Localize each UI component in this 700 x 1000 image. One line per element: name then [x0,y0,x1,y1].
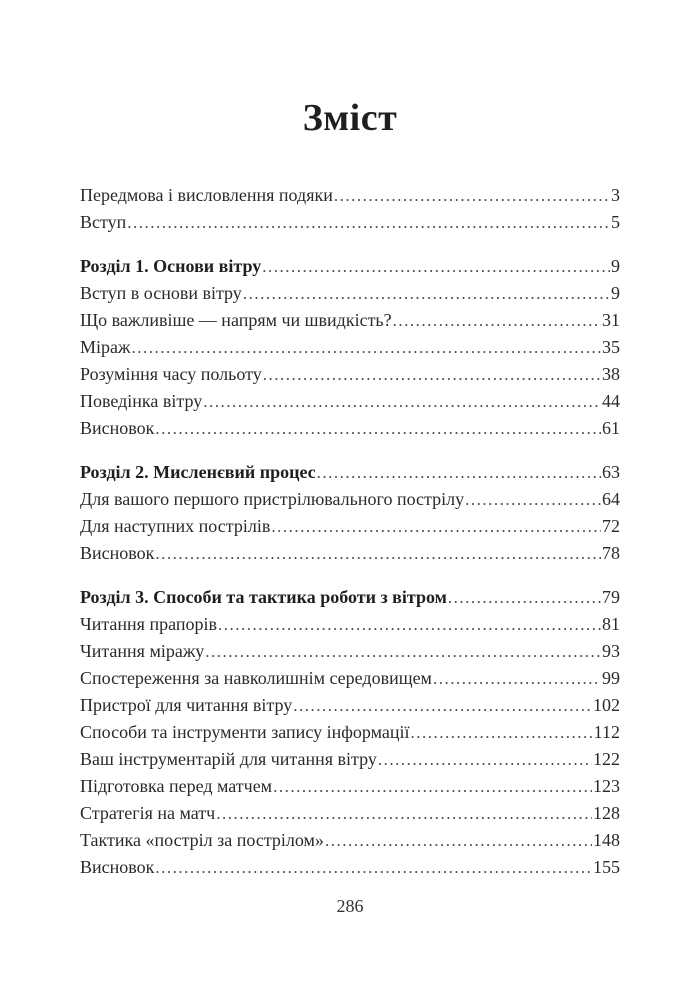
toc-entry-page: 44 [602,391,620,411]
toc-entry-page: 64 [602,489,620,509]
toc-row [80,280,620,307]
toc-row [80,361,620,388]
dot-leader [155,854,592,881]
toc-entry-page: 61 [602,418,620,438]
toc-entry-page: 102 [593,695,620,715]
toc-row [80,800,620,827]
toc-entry-page: 122 [593,749,620,769]
dot-leader [273,773,592,800]
dot-leader [393,307,601,334]
toc-entry-label: Пристрої для читання вітру [80,695,293,715]
toc-entry-page: 31 [602,310,620,330]
toc-entry-page: 123 [593,776,620,796]
dot-leader [317,459,601,486]
toc-row [80,253,620,280]
toc-entry-page: 99 [602,668,620,688]
dot-leader [334,182,610,209]
toc-entry-page: 93 [602,641,620,661]
toc-entry-label: Спостереження за навколишнім середовищем [80,668,432,688]
toc-row [80,209,620,236]
toc-entry-label: Способи та інструменти запису інформації [80,722,410,742]
dot-leader [205,638,601,665]
toc-row [80,415,620,442]
toc-entry-page: 9 [611,256,620,276]
toc-entry-page: 63 [602,462,620,482]
dot-leader [155,540,601,567]
toc-entry-page: 155 [593,857,620,877]
page-title: Зміст [302,97,398,139]
toc-row [80,307,620,334]
toc-row [80,584,620,611]
toc-row [80,746,620,773]
toc-entry-label: Для наступних пострілів [80,516,271,536]
toc-entry-label: Вступ в основи вітру [80,283,242,303]
toc-entry-page: 38 [602,364,620,384]
toc-row [80,719,620,746]
toc-entry-label: Підготовка перед матчем [80,776,273,796]
toc-entry-label: Для вашого першого пристрілювального пострілу [80,489,465,509]
dot-leader [155,415,601,442]
toc-row [80,334,620,361]
toc-entry-label: Розділ 2. Мисленєвий процес [80,462,316,482]
toc-row [80,388,620,415]
toc-entry-label: Розділ 3. Способи та тактика роботи з вітром [80,587,447,607]
toc-row [80,611,620,638]
toc-entry-page: 72 [602,516,620,536]
toc-entry-label: Що важливіше — напрям чи швидкість? [80,310,392,330]
dot-leader [262,253,610,280]
toc-entry-page: 148 [593,830,620,850]
toc-entry-label: Читання міражу [80,641,205,661]
dot-leader [263,361,601,388]
toc-row [80,773,620,800]
toc-entry-page: 128 [593,803,620,823]
dot-leader [127,209,610,236]
toc-entry-page: 3 [611,185,620,205]
dot-leader [218,611,601,638]
dot-leader [465,486,601,513]
dot-leader [378,746,592,773]
toc-entry-label: Висновок [80,543,155,563]
dot-leader [448,584,601,611]
toc-entry-label: Висновок [80,857,155,877]
toc-entry-label: Вступ [80,212,127,232]
dot-leader [271,513,601,540]
toc-entry-page: 112 [593,722,620,742]
toc-row [80,540,620,567]
toc-entry-label: Читання прапорів [80,614,217,634]
dot-leader [433,665,601,692]
toc-row [80,486,620,513]
toc-entry-label: Висновок [80,418,155,438]
dot-leader [203,388,601,415]
toc-entry-page: 5 [611,212,620,232]
toc-row [80,854,620,881]
toc-entry-page: 9 [611,283,620,303]
toc-entry-label: Тактика «постріл за пострілом» [80,830,324,850]
toc-row [80,459,620,486]
toc-entry-label: Стратегія на матч [80,803,216,823]
dot-leader [243,280,610,307]
toc-entry-label: Передмова і висловлення подяки [80,185,333,205]
toc-entry-label: Ваш інструментарій для читання вітру [80,749,377,769]
toc-row [80,692,620,719]
toc-entry-label: Розділ 1. Основи вітру [80,256,262,276]
dot-leader [131,334,601,361]
toc-entry-label: Міраж [80,337,131,357]
toc-entry-label: Розуміння часу польоту [80,364,262,384]
toc-entry-page: 35 [602,337,620,357]
toc-row [80,513,620,540]
dot-leader [410,719,592,746]
page-number: 286 [336,896,364,916]
toc-entry-label: Поведінка вітру [80,391,203,411]
toc-row [80,665,620,692]
toc-list [80,182,620,881]
toc-entry-page: 78 [602,543,620,563]
toc-row [80,182,620,209]
toc-row [80,827,620,854]
dot-leader [293,692,592,719]
toc-entry-page: 79 [602,587,620,607]
dot-leader [216,800,592,827]
toc-row [80,638,620,665]
dot-leader [325,827,592,854]
toc-entry-page: 81 [602,614,620,634]
